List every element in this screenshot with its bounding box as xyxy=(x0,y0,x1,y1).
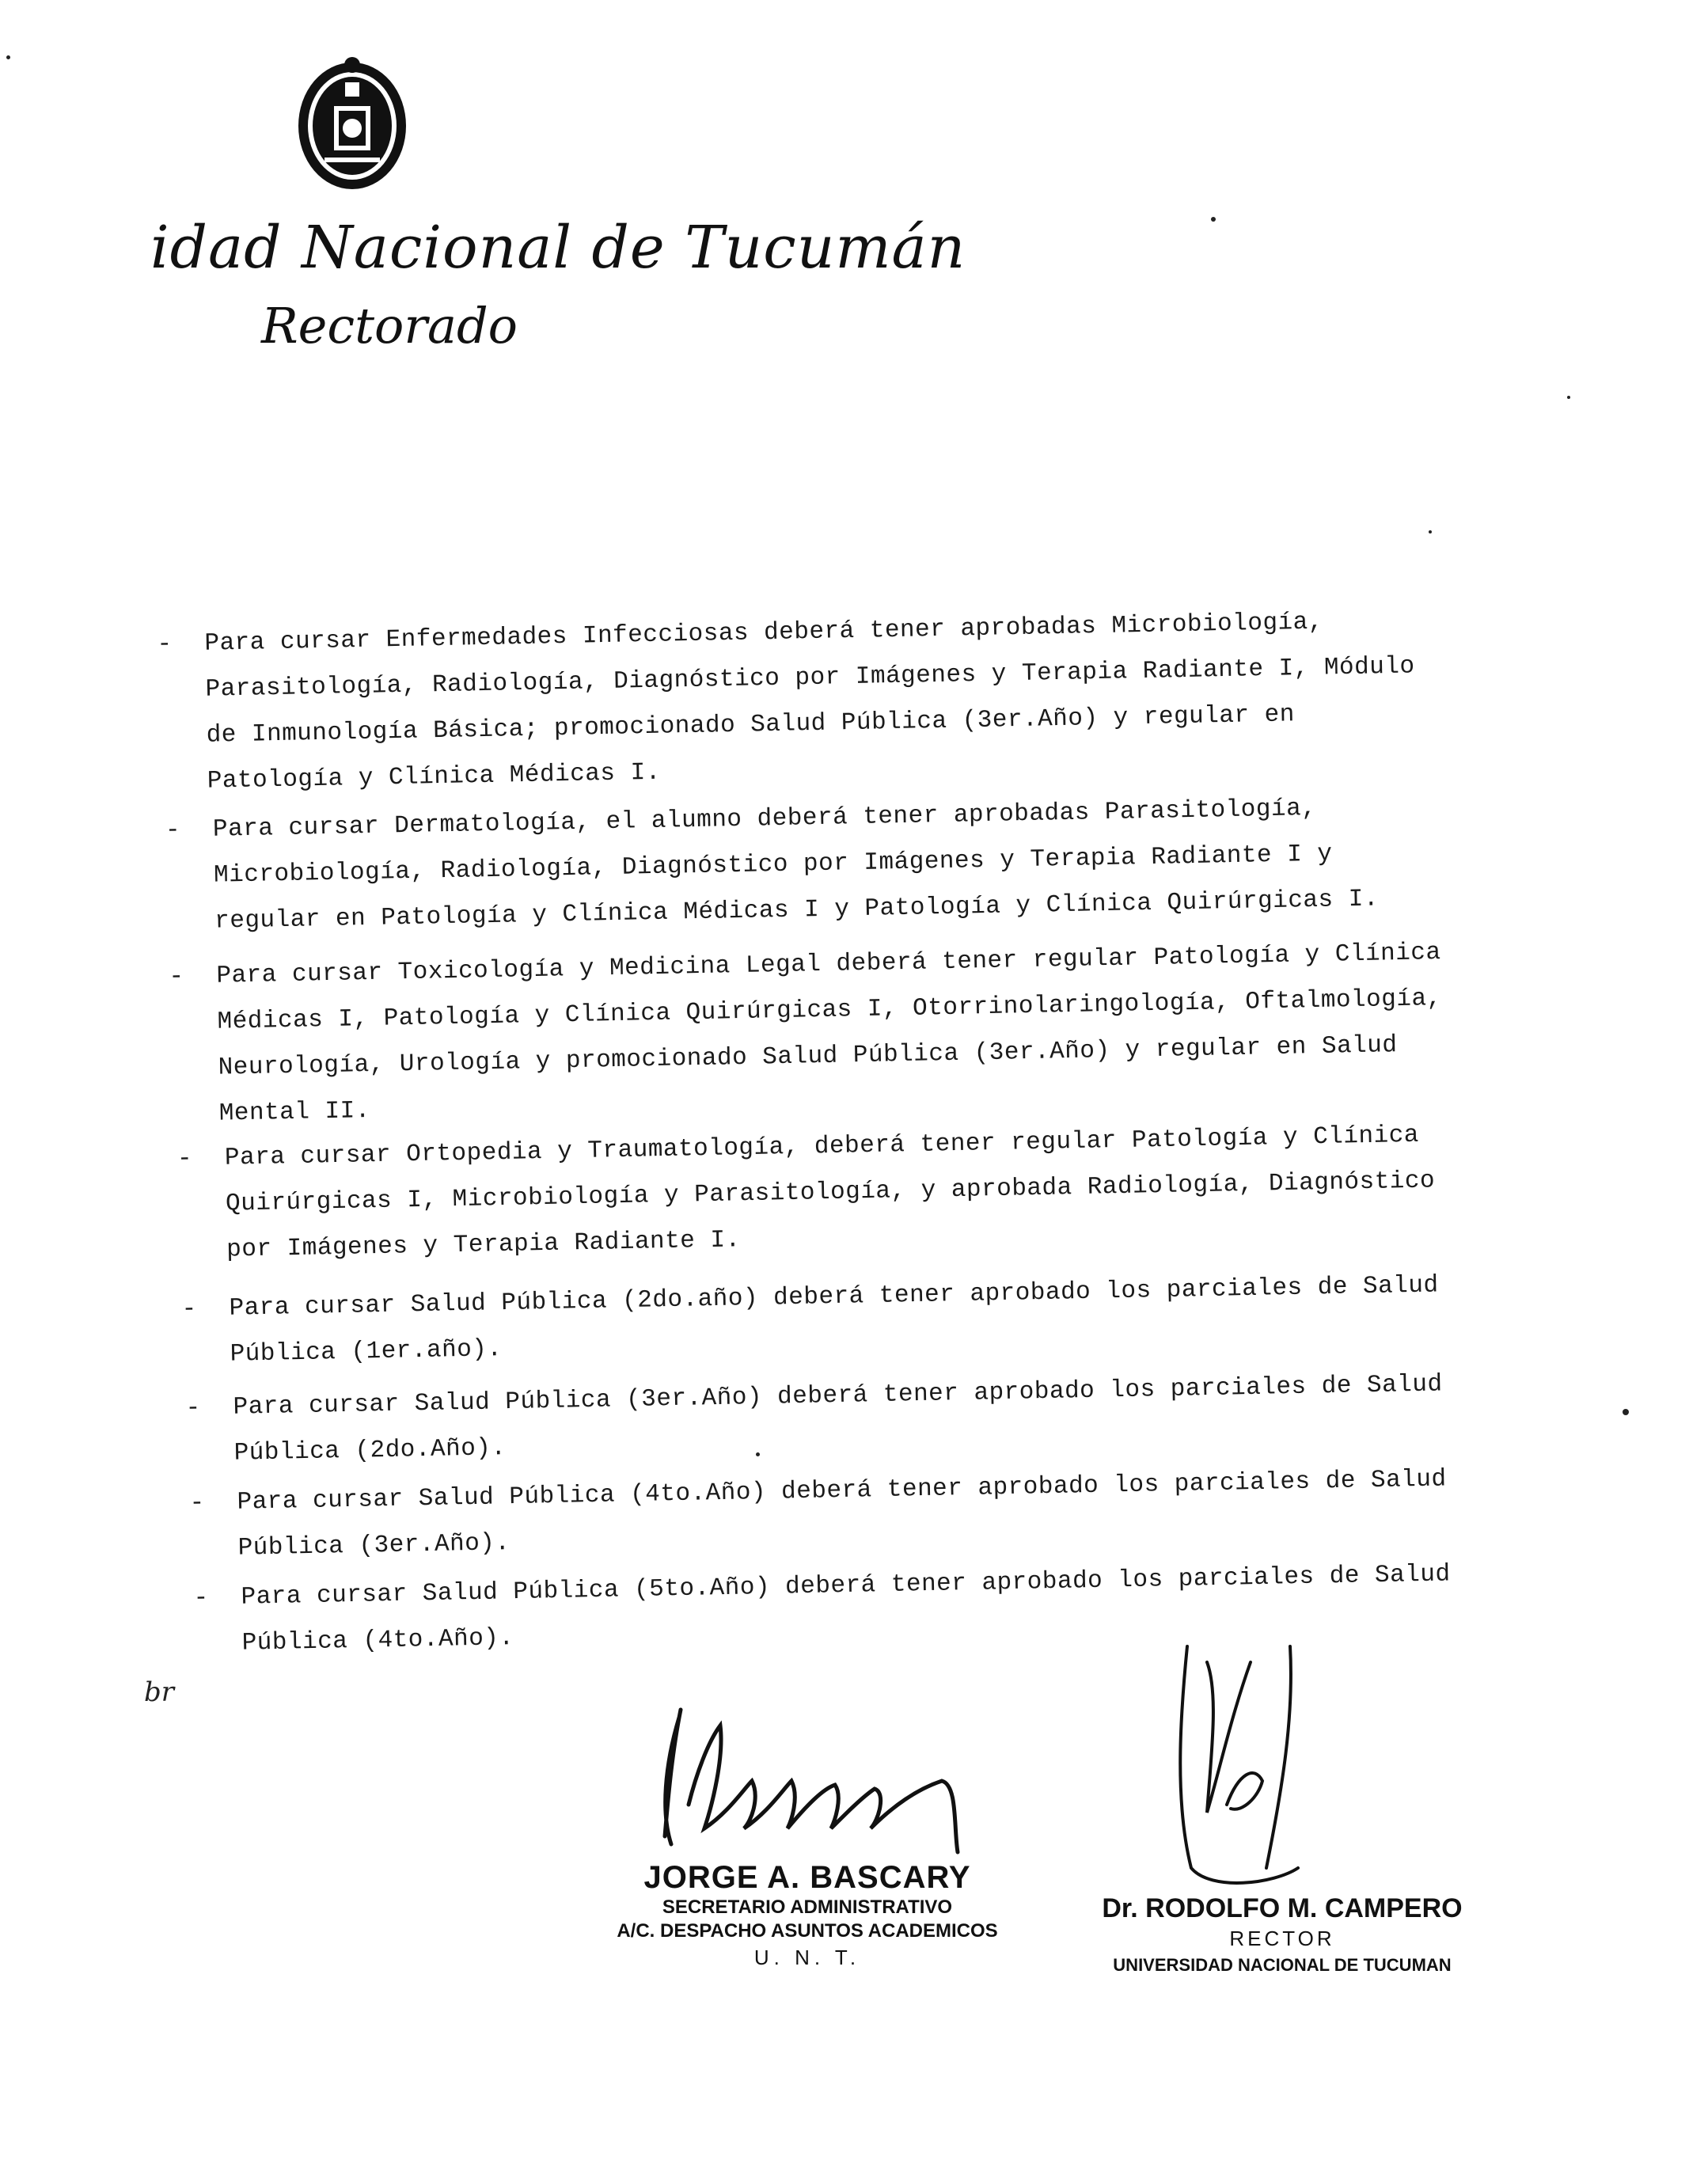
item-text: Para cursar Ortopedia y Traumatología, deberá tener regular Patología y Clínica Quirúrgicas I, Microbiología y Parasitología, y aprobada Radiología, Diagnóstico por Imágenes y Terapia Radiante I. xyxy=(224,1121,1436,1264)
signatory-left-role: SECRETARIO ADMINISTRATIVO xyxy=(662,1896,953,1918)
institution-name: idad Nacional de Tucumán xyxy=(150,214,966,282)
signatory-right-name: Dr. RODOLFO M. CAMPERO xyxy=(1102,1893,1463,1923)
signatory-left-name: JORGE A. BASCARY xyxy=(643,1860,971,1895)
item-text: Para cursar Salud Pública (2do.año) deberá tener aprobado los parciales de Salud Pública (1er.año). xyxy=(229,1271,1439,1369)
list-item: - Para cursar Salud Pública (5to.Año) deberá tener aprobado los parciales de Salud Pública (4to.Año). xyxy=(193,1560,1451,1657)
signature-right xyxy=(1132,1631,1338,1900)
item-text: Para cursar Salud Pública (3er.Año) deberá tener aprobado los parciales de Salud Pública (2do.Año). xyxy=(233,1370,1443,1467)
list-item: - Para cursar Dermatología, el alumno deberá tener aprobadas Parasitología, Microbiología, Radiología, Diagnóstico por Imágenes y Terapia Radiante I y regular en Patología y Clínica Médicas I y Patología y Clínica Quirúrgicas I. xyxy=(165,794,1380,936)
signatory-left-unit: U. N. T. xyxy=(753,1946,861,1969)
list-item: - Para cursar Toxicología y Medicina Legal deberá tener regular Patología y Clínica Médicas I, Patología y Clínica Quirúrgicas I, Otorrinolaringología, Oftalmología, Neurología, Urología y promocionado Salud Pública (3er.Año) y regular en Salud Mental II. xyxy=(169,939,1442,1128)
signatory-left-stamp xyxy=(602,1860,1013,1972)
item-text: Para cursar Salud Pública (5to.Año) deberá tener aprobado los parciales de Salud Pública (4to.Año). xyxy=(241,1560,1451,1657)
signatory-right-unit: UNIVERSIDAD NACIONAL DE TUCUMAN xyxy=(1113,1955,1452,1975)
signatory-right-stamp xyxy=(1076,1893,1488,1978)
signatory-left-role-2: A/C. DESPACHO ASUNTOS ACADEMICOS xyxy=(617,1920,998,1942)
list-item: - Para cursar Enfermedades Infecciosas deberá tener aprobadas Microbiología, Parasitología, Radiología, Diagnóstico por Imágenes y Terapia Radiante I, Módulo de Inmunología Básica; promocionado Salud Pública (3er.Año) y regular en Patología y Clínica Médicas I. xyxy=(157,608,1415,795)
item-text: Para cursar Toxicología y Medicina Legal deberá tener regular Patología y Clínica Médicas I, Patología y Clínica Quirúrgicas I, Otorrinolaringología, Oftalmología, Neurología, Urología y promocionado Salud Pública (3er.Año) y regular en Salud Mental II. xyxy=(216,939,1442,1128)
item-text: Para cursar Dermatología, el alumno deberá tener aprobadas Parasitología, Microbiología, Radiología, Diagnóstico por Imágenes y Terapia Radiante I y regular en Patología y Clínica Médicas I y Patología y Clínica Quirúrgicas I. xyxy=(212,794,1380,936)
typist-initials: br xyxy=(144,1676,175,1708)
item-text: Para cursar Salud Pública (4to.Año) deberá tener aprobado los parciales de Salud Pública (3er.Año). xyxy=(237,1465,1447,1562)
signatory-right-role: RECTOR xyxy=(1229,1927,1335,1950)
list-item: - Para cursar Salud Pública (3er.Año) deberá tener aprobado los parciales de Salud Pública (2do.Año). xyxy=(185,1370,1443,1467)
list-item: - Para cursar Salud Pública (2do.año) deberá tener aprobado los parciales de Salud Pública (1er.año). xyxy=(181,1271,1439,1369)
university-seal-icon xyxy=(293,51,412,193)
signature-left xyxy=(633,1694,981,1860)
list-item: - Para cursar Salud Pública (4to.Año) deberá tener aprobado los parciales de Salud Pública (3er.Año). xyxy=(189,1465,1447,1562)
list-item: - Para cursar Ortopedia y Traumatología, deberá tener regular Patología y Clínica Quirúrgicas I, Microbiología y Parasitología, y aprobada Radiología, Diagnóstico por Imágenes y Terapia Radiante I. xyxy=(176,1121,1436,1264)
office-name: Rectorado xyxy=(261,297,518,355)
item-text: Para cursar Enfermedades Infecciosas deberá tener aprobadas Microbiología, Parasitología, Radiología, Diagnóstico por Imágenes y Terapia Radiante I, Módulo de Inmunología Básica; promocionado Salud Pública (3er.Año) y regular en Patología y Clínica Médicas I. xyxy=(204,608,1415,795)
